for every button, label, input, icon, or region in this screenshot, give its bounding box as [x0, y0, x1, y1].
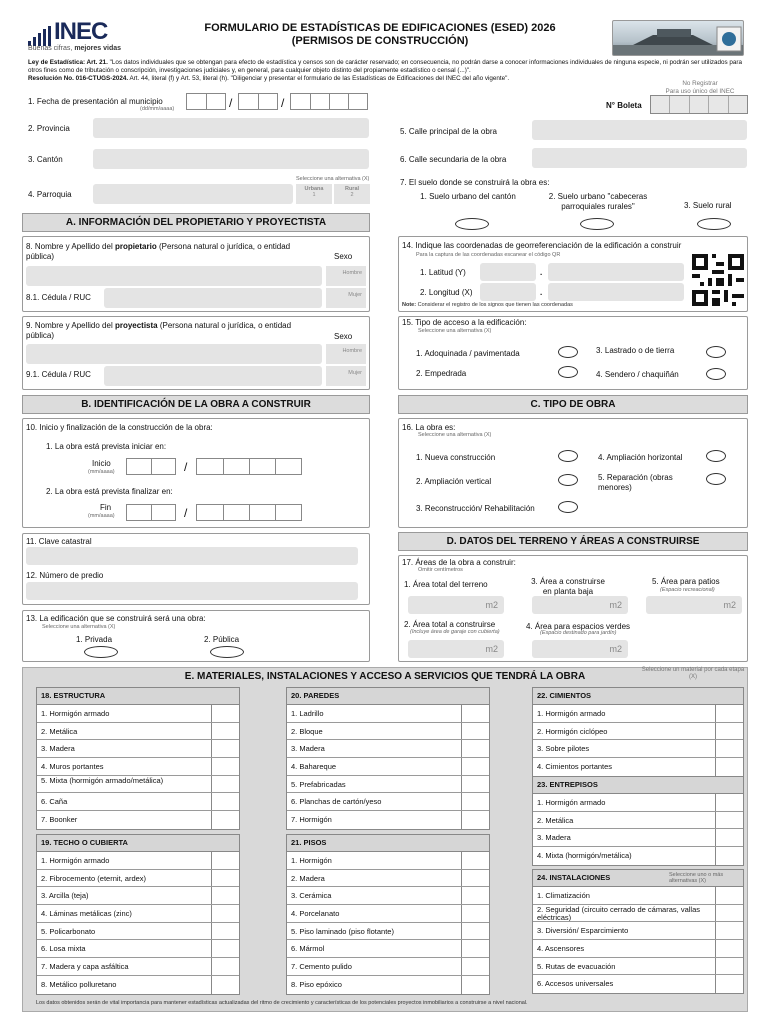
row-checkbox[interactable] — [211, 793, 239, 810]
inicio-month-input[interactable] — [126, 458, 176, 475]
table-row — [37, 793, 239, 811]
q15-option3-label: 3. Lastrado o de tierra — [596, 346, 675, 355]
publica-radio[interactable] — [210, 646, 244, 658]
footer-note: Los datos obtenidos serán de vital importancia para mantener estadísticas actualizadas del ritmo de crecimiento y características de los potenciales proyectos inmobiliarios a construirse a nivel nacional. — [36, 1000, 528, 1006]
area4-hint: (Espacio destinado para jardín) — [540, 630, 617, 636]
privada-label: 1. Privada — [76, 635, 113, 644]
row-label: 8. Piso epóxico — [291, 979, 342, 989]
row-checkbox[interactable] — [211, 887, 239, 904]
row-checkbox[interactable] — [715, 758, 743, 776]
numero-predio-field[interactable] — [26, 582, 358, 600]
q4-hint: Seleccione una alternativa (X) — [296, 176, 370, 182]
row-label: 7. Madera y capa asfáltica — [41, 962, 129, 972]
row-checkbox[interactable] — [461, 811, 489, 829]
estructura-table — [36, 687, 240, 830]
date-separator: / — [229, 96, 233, 110]
row-checkbox[interactable] — [461, 870, 489, 887]
clave-catastral-field[interactable] — [26, 547, 358, 565]
table-row — [287, 887, 489, 905]
cimientos-header: 22. CIMIENTOS — [533, 688, 743, 705]
table-row — [37, 740, 239, 758]
table-row — [37, 958, 239, 976]
q17-hint: Omitir centímetros — [418, 567, 463, 573]
q7-label: 7. El suelo donde se construirá la obra es: — [400, 178, 550, 187]
table-row — [533, 812, 743, 830]
q7-option2-label: 2. Suelo urbano "cabeceras parroquiales rurales" — [548, 192, 648, 211]
row-label: 3. Diversión/ Esparcimiento — [537, 926, 629, 936]
row-label: 4. Cimientos portantes — [537, 762, 613, 772]
rural-option[interactable]: Rural 2 — [334, 184, 370, 204]
row-checkbox[interactable] — [461, 723, 489, 740]
row-label: 6. Mármol — [291, 944, 325, 954]
q16-label: 16. La obra es: — [402, 423, 456, 432]
date-separator: / — [281, 96, 285, 110]
inec-use-note: No Registrar Para uso único del INEC — [665, 80, 735, 95]
parroquia-field[interactable] — [93, 184, 293, 204]
row-label: 2. Fibrocemento (eternit, ardex) — [41, 873, 147, 883]
q15-option4-label: 4. Sendero / chaquiñán — [596, 370, 679, 379]
row-checkbox[interactable] — [715, 922, 743, 939]
table-row — [533, 758, 743, 776]
q16-option4-label: 4. Ampliación horizontal — [598, 453, 683, 462]
pisos-header: 21. PISOS — [287, 835, 489, 852]
table-row — [533, 723, 743, 741]
q17-label: 17. Áreas de la obra a construir: — [402, 558, 516, 567]
paredes-header: 20. PAREDES — [287, 688, 489, 705]
estructura-list — [37, 705, 239, 829]
q15-option2-radio[interactable] — [558, 366, 578, 378]
q13-label: 13. La edificación que se construirá será una obra: — [26, 614, 206, 623]
table-row — [287, 976, 489, 994]
row-checkbox[interactable] — [461, 776, 489, 793]
instalaciones-list — [533, 887, 743, 993]
instalaciones-table — [532, 869, 744, 994]
q16-option2-radio[interactable] — [558, 474, 578, 486]
row-label: 3. Madera — [41, 744, 75, 754]
calle-principal-field[interactable] — [532, 120, 747, 140]
table-row — [37, 723, 239, 741]
longitude-int-input[interactable] — [480, 283, 536, 301]
row-label: 1. Hormigón — [291, 856, 332, 865]
publica-label: 2. Pública — [204, 635, 240, 644]
pisos-table — [286, 834, 490, 995]
techo-list — [37, 852, 239, 994]
q81-label: 8.1. Cédula / RUC — [26, 293, 91, 302]
row-checkbox[interactable] — [211, 776, 239, 793]
q14-label: 14. Indique las coordenadas de georreferenciación de la edificación a construir — [402, 241, 682, 250]
q15-option2-label: 2. Empedrada — [416, 369, 467, 378]
row-checkbox[interactable] — [211, 852, 239, 869]
q14-hint: Para la captura de las coordenadas escanear el código QR — [416, 252, 561, 258]
q7-option3-label: 3. Suelo rural — [684, 201, 732, 210]
cimientos-table — [532, 687, 744, 777]
table-row — [37, 940, 239, 958]
table-row — [533, 705, 743, 723]
date-separator: / — [184, 460, 188, 474]
row-label: 5. Prefabricadas — [291, 779, 346, 789]
row-label: 3. Madera — [291, 744, 325, 754]
q9-label: 9. Nombre y Apellido del proyectista (Persona natural o jurídica, o entidad pública) — [26, 321, 292, 340]
proyectista-mujer-option[interactable]: Mujer — [326, 366, 366, 386]
area5-hint: (Espacio recreacional) — [660, 587, 715, 593]
row-label: 3. Cerámica — [291, 891, 332, 901]
row-checkbox[interactable] — [211, 723, 239, 740]
table-row — [533, 958, 743, 976]
q91-label: 9.1. Cédula / RUC — [26, 370, 91, 379]
table-row — [287, 705, 489, 723]
row-label: 7. Hormigón — [291, 815, 332, 825]
q1-label: 1. Fecha de presentación al municipio — [28, 97, 163, 106]
table-row — [37, 776, 239, 794]
decimal-point: . — [540, 288, 543, 297]
row-checkbox[interactable] — [715, 723, 743, 740]
row-checkbox[interactable] — [461, 740, 489, 757]
row-label: 3. Madera — [537, 833, 571, 843]
instalaciones-note: Seleccione uno o más alternativas (X) — [669, 872, 724, 884]
sexo-label: Sexo — [334, 332, 353, 341]
techo-table — [36, 834, 240, 995]
row-label: 2. Bloque — [291, 726, 323, 736]
row-label: 4. Láminas metálicas (zinc) — [41, 909, 132, 919]
row-checkbox[interactable] — [715, 812, 743, 829]
row-checkbox[interactable] — [715, 847, 743, 865]
row-checkbox[interactable] — [211, 923, 239, 940]
q7-option2-radio[interactable] — [580, 218, 614, 230]
estructura-header: 18. ESTRUCTURA — [37, 688, 239, 705]
fin-hint: (mm/aaaa) — [88, 513, 115, 519]
row-checkbox[interactable] — [461, 976, 489, 994]
row-label: 5. Policarbonato — [41, 926, 96, 936]
row-label: 1. Hormigón armado — [537, 709, 606, 718]
area4-input[interactable]: m2 — [532, 640, 628, 658]
q6-label: 6. Calle secundaria de la obra — [400, 155, 507, 164]
area4-label: 4. Área para espacios verdes — [526, 622, 631, 631]
row-label: 4. Ascensores — [537, 944, 585, 954]
q1-month-input[interactable] — [238, 93, 278, 110]
table-row — [287, 811, 489, 829]
q5-label: 5. Calle principal de la obra — [400, 127, 497, 136]
table-row — [287, 758, 489, 776]
row-label: 4. Porcelanato — [291, 909, 340, 919]
row-checkbox[interactable] — [461, 923, 489, 940]
q16-option5-label: 5. Reparación (obras menores) — [598, 473, 673, 492]
q8-label: 8. Nombre y Apellido del propietario (Persona natural o jurídica, o entidad pública) — [26, 242, 291, 261]
propietario-ruc-field[interactable] — [104, 288, 322, 308]
row-label: 4. Mixta (hormigón/metálica) — [537, 851, 632, 861]
row-label: 1. Climatización — [537, 891, 590, 900]
q4-label: 4. Parroquia — [28, 190, 72, 199]
q16-option2-label: 2. Ampliación vertical — [416, 477, 492, 486]
q16-option3-radio[interactable] — [558, 501, 578, 513]
table-row — [533, 922, 743, 940]
row-checkbox[interactable] — [715, 829, 743, 846]
q15-option1-radio[interactable] — [558, 346, 578, 358]
table-row — [287, 923, 489, 941]
fin-label: Fin — [100, 503, 112, 512]
section-e-header: E. MATERIALES, INSTALACIONES Y ACCESO A SERVICIOS QUE TENDRÁ LA OBRA — [184, 671, 586, 682]
row-label: 5. Piso laminado (piso flotante) — [291, 926, 394, 936]
row-checkbox[interactable] — [211, 870, 239, 887]
table-row — [37, 870, 239, 888]
row-label: 7. Boonker — [41, 815, 78, 825]
row-checkbox[interactable] — [715, 705, 743, 722]
q1-hint: (dd/mm/aaaa) — [140, 106, 175, 112]
propietario-name-field[interactable] — [26, 266, 322, 286]
q1-year-input[interactable] — [290, 93, 368, 110]
row-checkbox[interactable] — [461, 958, 489, 975]
row-label: 4. Bahareque — [291, 762, 337, 772]
row-checkbox[interactable] — [211, 758, 239, 775]
q15-option3-radio[interactable] — [706, 346, 726, 358]
row-checkbox[interactable] — [211, 740, 239, 757]
q12-label: 12. Número de predio — [26, 571, 104, 580]
table-row — [287, 870, 489, 888]
row-checkbox[interactable] — [211, 905, 239, 922]
latitude-label: 1. Latitud (Y) — [420, 268, 466, 277]
table-row — [37, 887, 239, 905]
table-row — [287, 776, 489, 794]
section-e-note: Seleccione un material por cada etapa (X) — [641, 667, 745, 680]
logo-tagline: Buenas cifras, mejores vidas — [28, 45, 122, 52]
area5-input[interactable]: m2 — [646, 596, 742, 614]
boleta-field — [650, 95, 748, 114]
row-label: 2. Metálica — [41, 726, 78, 736]
row-checkbox[interactable] — [211, 976, 239, 994]
row-label: 8. Metálico polluretano — [41, 979, 117, 989]
area2-input[interactable]: m2 — [408, 640, 504, 658]
q15-option1-label: 1. Adoquinada / pavimentada — [416, 349, 520, 358]
logo-bars-icon — [28, 26, 51, 46]
logo-text: INEC — [54, 18, 108, 45]
table-row — [533, 829, 743, 847]
table-row — [287, 723, 489, 741]
area1-label: 1. Área total del terreno — [404, 580, 488, 589]
table-row — [37, 905, 239, 923]
row-checkbox[interactable] — [211, 940, 239, 957]
area3-input[interactable]: m2 — [532, 596, 628, 614]
table-row — [287, 740, 489, 758]
row-label: 3. Sobre pilotes — [537, 744, 590, 754]
calle-secundaria-field[interactable] — [532, 148, 747, 168]
q15-label: 15. Tipo de acceso a la edificación: — [402, 318, 527, 327]
table-row — [533, 847, 743, 865]
section-b-header: B. IDENTIFICACIÓN DE LA OBRA A CONSTRUIR — [22, 395, 370, 414]
paredes-table — [286, 687, 490, 830]
row-checkbox[interactable] — [715, 975, 743, 993]
q10-1-label: 1. La obra está prevista iniciar en: — [46, 442, 167, 451]
row-checkbox[interactable] — [211, 958, 239, 975]
instalaciones-header: 24. INSTALACIONES Seleccione uno o más alternativas (X) — [533, 870, 743, 887]
q10-2-label: 2. La obra está prevista finalizar en: — [46, 487, 173, 496]
legal-notice: Ley de Estadística: Art. 21. "Los datos individuales que se obtengan para efecto de estadística y censos son de carácter reservado; en consecuencia, no podrán darse a conocer informaciones individuales de ninguna especie, ni podrán ser utilizados para otros fines como de tributación o conscripción, investigaciones judiciales y, en general, para cualquier objeto distinto del propiamente estadístico o censal (...)". Resolución No. 016-CTUGS-2024. Art. 44, literal (f) y Art. 53, literal (h). "Diligenciar y presentar el formulario de las Estadísticas de Edificaciones del INEC del año vigente". — [28, 59, 742, 82]
row-checkbox[interactable] — [715, 794, 743, 811]
q7-option1-label: 1. Suelo urbano del cantón — [420, 192, 516, 201]
fin-year-input[interactable] — [196, 504, 302, 521]
q16-option4-radio[interactable] — [706, 450, 726, 462]
table-row — [287, 940, 489, 958]
row-label: 2. Hormigón ciclópeo — [537, 726, 608, 736]
row-checkbox[interactable] — [461, 705, 489, 722]
table-row — [287, 793, 489, 811]
table-row — [533, 794, 743, 812]
row-label: 3. Arcilla (teja) — [41, 891, 89, 901]
section-c-header: C. TIPO DE OBRA — [398, 395, 748, 414]
row-label: 1. Hormigón armado — [41, 856, 110, 865]
row-checkbox[interactable] — [461, 905, 489, 922]
table-row — [533, 975, 743, 993]
table-row — [37, 811, 239, 829]
q14-note: Note: Considerar el registro de los signos que tienen las coordenadas — [402, 302, 573, 308]
privada-radio[interactable] — [84, 646, 118, 658]
building-photo — [612, 20, 744, 56]
entrepisos-table — [532, 776, 744, 866]
row-label: 6. Accesos universales — [537, 979, 614, 989]
inicio-year-input[interactable] — [196, 458, 302, 475]
area2-hint: (Incluye área de garaje con cubierta) — [410, 629, 500, 635]
row-label: 1. Hormigón armado — [537, 798, 606, 807]
table-row — [533, 887, 743, 905]
row-checkbox[interactable] — [461, 758, 489, 775]
row-checkbox[interactable] — [715, 740, 743, 757]
propietario-mujer-option[interactable]: Mujer — [326, 288, 366, 308]
area5-label: 5. Área para patios — [652, 577, 720, 586]
area1-input[interactable]: m2 — [408, 596, 504, 614]
table-row — [533, 740, 743, 758]
section-a-header: A. INFORMACIÓN DEL PROPIETARIO Y PROYECTISTA — [22, 213, 370, 232]
canton-field[interactable] — [93, 149, 369, 169]
latitude-int-input[interactable] — [480, 263, 536, 281]
row-label: 6. Losa mixta — [41, 944, 86, 954]
table-row — [533, 940, 743, 958]
q3-label: 3. Cantón — [28, 155, 63, 164]
q10-label: 10. Inicio y finalización de la construcción de la obra: — [26, 423, 213, 432]
provincia-field[interactable] — [93, 118, 369, 138]
entrepisos-header: 23. ENTREPISOS — [533, 777, 743, 794]
proyectista-ruc-field[interactable] — [104, 366, 322, 386]
paredes-list — [287, 705, 489, 829]
q2-label: 2. Provincia — [28, 124, 70, 133]
inicio-label: Inicio — [92, 459, 111, 468]
q13-hint: Seleccione una alternativa (X) — [42, 624, 116, 630]
entrepisos-list — [533, 794, 743, 865]
row-checkbox[interactable] — [715, 940, 743, 957]
table-row — [287, 852, 489, 870]
longitude-dec-input[interactable] — [548, 283, 684, 301]
inec-logo — [28, 18, 148, 52]
row-label: 2. Metálica — [537, 815, 574, 825]
area2-label: 2. Área total a construirse — [404, 620, 496, 629]
decimal-point: . — [540, 268, 543, 277]
row-checkbox[interactable] — [461, 887, 489, 904]
table-row — [37, 923, 239, 941]
row-label: 1. Hormigón armado — [41, 709, 110, 718]
boleta-label: N° Boleta — [606, 101, 642, 110]
row-checkbox[interactable] — [715, 958, 743, 975]
table-row — [37, 705, 239, 723]
pisos-list — [287, 852, 489, 994]
row-checkbox[interactable] — [461, 793, 489, 810]
proyectista-hombre-option[interactable]: Hombre — [326, 344, 366, 364]
row-label: 6. Planchas de cartón/yeso — [291, 797, 382, 807]
fin-month-input[interactable] — [126, 504, 176, 521]
row-label: 1. Ladrillo — [291, 709, 324, 718]
table-row — [287, 958, 489, 976]
inicio-hint: (mm/aaaa) — [88, 469, 115, 475]
urbana-option[interactable]: Urbana 1 — [296, 184, 332, 204]
q16-hint: Seleccione una alternativa (X) — [418, 432, 492, 438]
q15-hint: Seleccione una alternativa (X) — [418, 328, 492, 334]
date-separator: / — [184, 506, 188, 520]
table-row — [287, 905, 489, 923]
techo-header: 19. TECHO O CUBIERTA — [37, 835, 239, 852]
row-checkbox[interactable] — [715, 887, 743, 904]
q16-option3-label: 3. Reconstrucción/ Rehabilitación — [416, 504, 535, 513]
table-row — [37, 758, 239, 776]
row-label: 4. Muros portantes — [41, 762, 104, 772]
row-checkbox[interactable] — [461, 940, 489, 957]
form-title: FORMULARIO DE ESTADÍSTICAS DE EDIFICACIONES (ESED) 2026 (PERMISOS DE CONSTRUCCIÓN) — [204, 22, 556, 47]
row-label: 5. Mixta (hormigón armado/metálica) — [41, 775, 164, 785]
q11-label: 11. Clave catastral — [26, 537, 92, 546]
q16-option1-label: 1. Nueva construcción — [416, 453, 496, 462]
propietario-hombre-option[interactable]: Hombre — [326, 266, 366, 286]
row-checkbox[interactable] — [715, 905, 743, 922]
section-d-header: D. DATOS DEL TERRENO Y ÁREAS A CONSTRUIRSE — [398, 532, 748, 551]
q15-option4-radio[interactable] — [706, 368, 726, 380]
q16-option1-radio[interactable] — [558, 450, 578, 462]
row-label: 2. Seguridad (circuito cerrado de cámaras, vallas eléctricas) — [537, 904, 700, 922]
q7-option3-radio[interactable] — [697, 218, 731, 230]
table-row — [37, 976, 239, 994]
row-checkbox[interactable] — [211, 705, 239, 722]
row-label: 5. Rutas de evacuación — [537, 961, 616, 971]
table-row — [37, 852, 239, 870]
qr-code-icon[interactable] — [692, 254, 744, 306]
cimientos-list — [533, 705, 743, 776]
row-checkbox[interactable] — [461, 852, 489, 869]
area3-label: 3. Área a construirse en planta baja — [531, 577, 605, 596]
row-label: 2. Madera — [291, 873, 325, 883]
proyectista-name-field[interactable] — [26, 344, 322, 364]
latitude-dec-input[interactable] — [548, 263, 684, 281]
q1-day-input[interactable] — [186, 93, 226, 110]
q16-option5-radio[interactable] — [706, 473, 726, 485]
row-label: 7. Cemento pulido — [291, 962, 352, 972]
longitude-label: 2. Longitud (X) — [420, 288, 473, 297]
row-label: 6. Caña — [41, 797, 68, 807]
sexo-label: Sexo — [334, 252, 353, 261]
table-row — [533, 905, 743, 923]
q7-option1-radio[interactable] — [455, 218, 489, 230]
row-checkbox[interactable] — [211, 811, 239, 829]
